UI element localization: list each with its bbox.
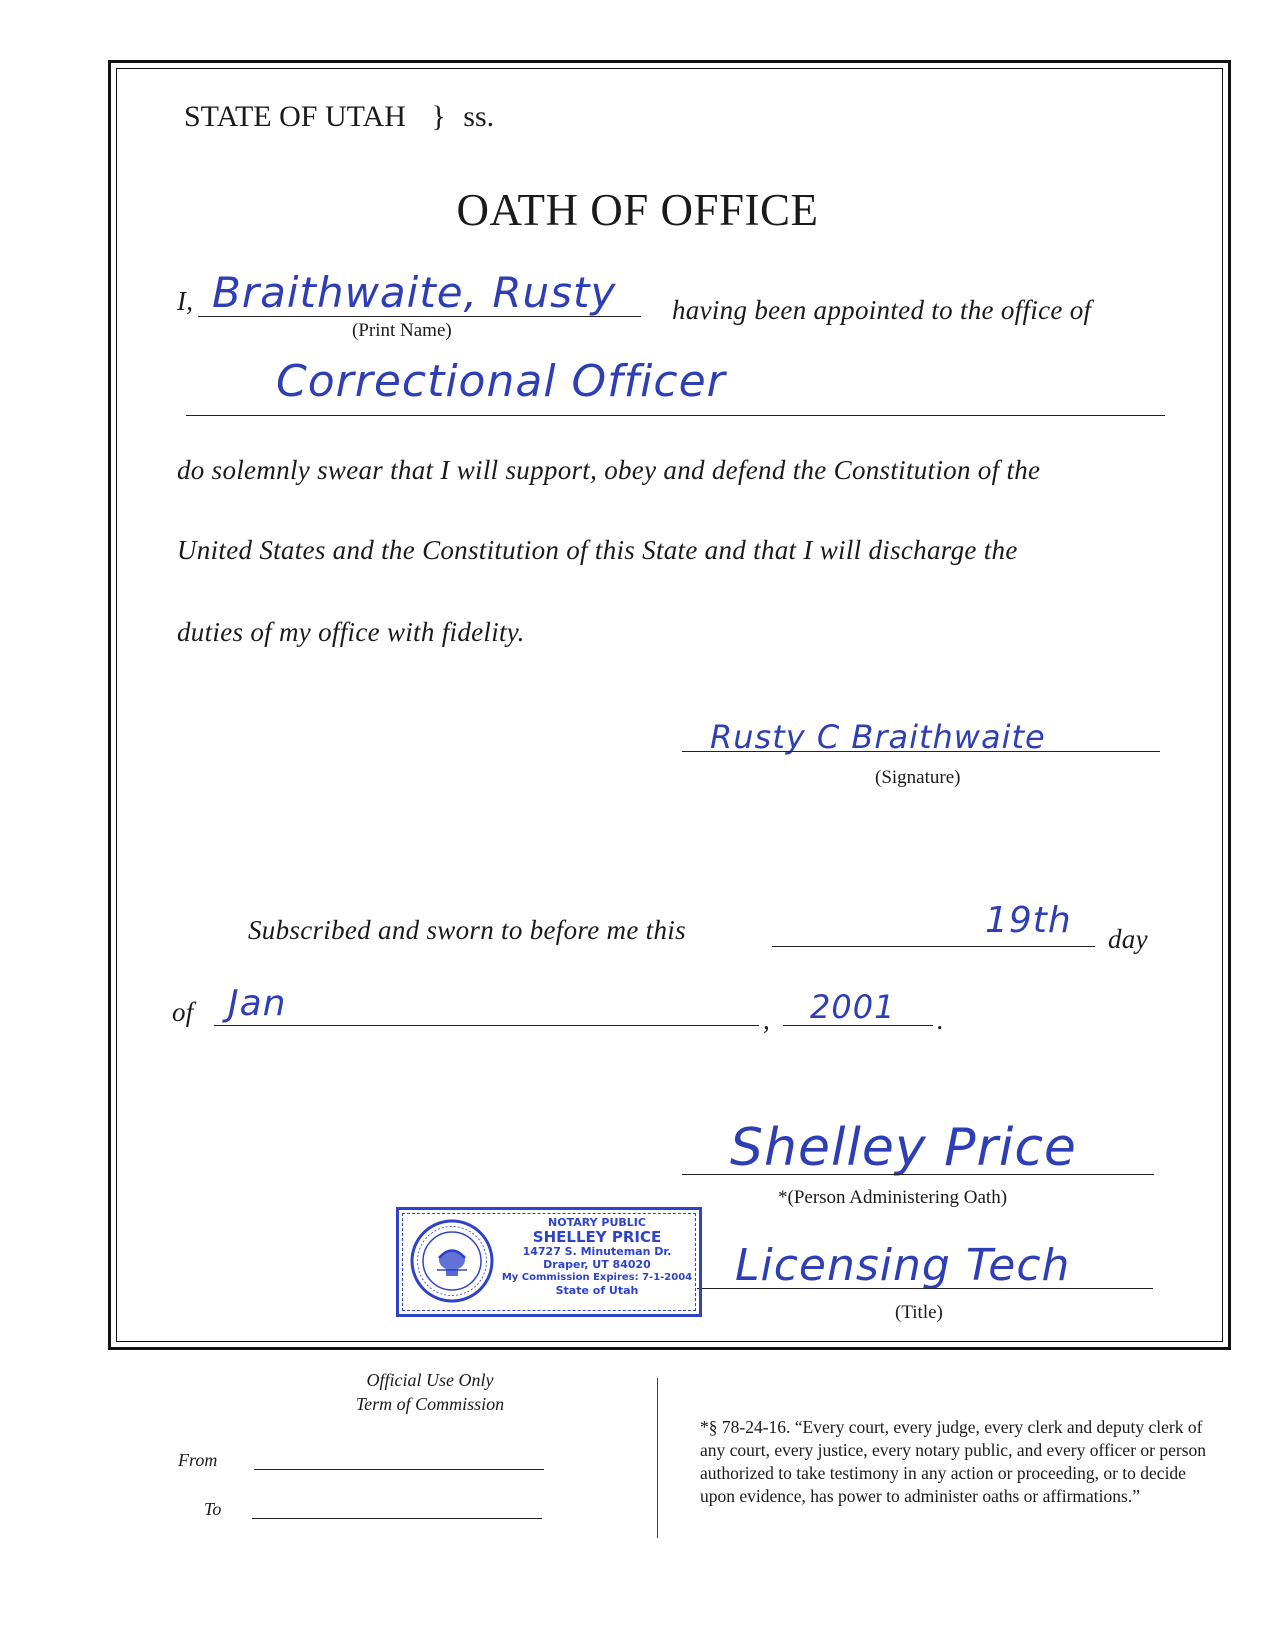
from-line — [254, 1469, 544, 1470]
administrator-line — [682, 1174, 1154, 1175]
statute-footnote: *§ 78-24-16. “Every court, every judge, every clerk and deputy clerk of any court, every justice, every notary public, and every officer or person authorized to take testimony in any action or proceeding, or to decide upon evidence, has power to administer oaths or affirmations.” — [700, 1417, 1207, 1506]
from-label: From — [178, 1450, 218, 1470]
year-line — [783, 1025, 933, 1026]
administrator-signature-handwritten: Shelley Price — [730, 1118, 1077, 1178]
state-name: STATE OF UTAH — [184, 100, 406, 133]
oath-line-2: United States and the Constitution of this State and that I will discharge the — [177, 535, 1018, 565]
notary-stamp — [396, 1207, 702, 1317]
official-use-title: Official Use Only — [366, 1370, 494, 1390]
title-handwritten: Licensing Tech — [735, 1240, 1071, 1291]
subscribed-text: Subscribed and sworn to before me this — [248, 915, 686, 945]
month-line — [214, 1025, 759, 1026]
venue-header — [184, 100, 494, 134]
brace-symbol: } — [431, 100, 446, 133]
title-line — [697, 1288, 1153, 1289]
signature-line — [682, 751, 1160, 752]
page-title: OATH OF OFFICE — [456, 185, 819, 235]
office-handwritten: Correctional Officer — [276, 356, 726, 407]
ss-abbrev: ss. — [463, 100, 495, 133]
appointed-text: having been appointed to the office of — [672, 295, 1092, 325]
signature-label: (Signature) — [875, 767, 961, 788]
stamp-line-4: Draper, UT 84020 — [543, 1258, 651, 1271]
stamp-line-2: SHELLEY PRICE — [532, 1228, 662, 1246]
print-name-line — [198, 316, 641, 317]
stamp-line-1: NOTARY PUBLIC — [548, 1216, 646, 1229]
oath-line-3: duties of my office with fidelity. — [177, 617, 525, 647]
official-use-subtitle: Term of Commission — [355, 1394, 505, 1414]
signature-handwritten: Rusty C Braithwaite — [710, 718, 1046, 756]
stamp-text-block — [499, 1216, 695, 1297]
day-handwritten: 19th — [985, 900, 1072, 941]
month-handwritten: Jan — [228, 983, 287, 1024]
footer-divider — [657, 1378, 658, 1538]
to-line — [252, 1518, 542, 1519]
year-handwritten: 2001 — [810, 988, 896, 1026]
date-comma: , — [763, 1005, 771, 1035]
office-line — [186, 415, 1165, 416]
stamp-line-3: 14727 S. Minuteman Dr. — [522, 1245, 672, 1258]
stamp-line-6: State of Utah — [555, 1284, 639, 1297]
title-label: (Title) — [895, 1302, 943, 1323]
day-line — [772, 946, 1095, 947]
to-label: To — [204, 1499, 222, 1519]
print-name-label: (Print Name) — [352, 320, 452, 341]
stamp-line-5: My Commission Expires: 7-1-2004 — [501, 1272, 693, 1283]
oath-line-1: do solemnly swear that I will support, obey and defend the Constitution of the — [177, 455, 1041, 485]
administrator-label: *(Person Administering Oath) — [778, 1187, 1008, 1208]
of-label: of — [172, 997, 194, 1027]
day-label: day — [1108, 924, 1148, 954]
print-name-handwritten: Braithwaite, Rusty — [212, 268, 617, 317]
oath-prefix: I, — [177, 286, 194, 316]
state-seal-icon — [409, 1218, 495, 1304]
official-use-block — [280, 1368, 580, 1416]
date-period: . — [937, 1005, 945, 1035]
